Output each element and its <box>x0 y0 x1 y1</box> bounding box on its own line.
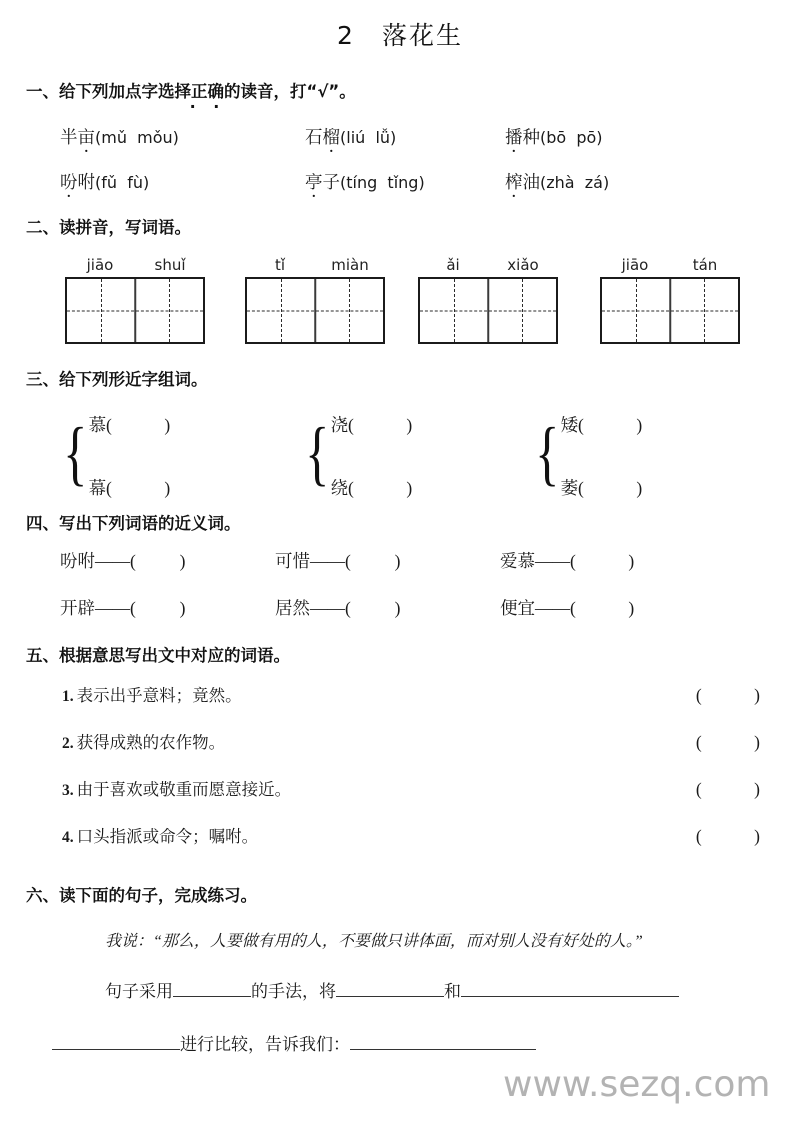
blank-underline[interactable] <box>336 978 444 997</box>
writing-grid-group <box>600 256 740 344</box>
pair-rows <box>89 410 171 500</box>
answer-parentheses[interactable]: ( ) <box>695 779 760 799</box>
quoted-sentence: 我说：“那么，人要做有用的人，不要做只讲体面，而对别人没有好处的人。” <box>105 933 643 950</box>
section-1-heading <box>26 78 800 102</box>
section-6-heading: 六、读下面的句子，完成练习。 <box>26 886 257 905</box>
heading-text-pre: 一、给下列加点字选择 <box>26 82 191 101</box>
pair-bottom[interactable]: 绕( ) <box>330 478 413 498</box>
grid-pinyin-1: ǎi <box>446 256 460 274</box>
section-4-body <box>0 548 800 620</box>
pinyin-choice-item[interactable] <box>305 124 505 149</box>
section-6 <box>0 882 800 1055</box>
grid-pinyin-2: xiǎo <box>507 256 539 274</box>
section-5 <box>0 642 800 870</box>
item-text: 口头指派或命令；嘱咐。 <box>76 827 259 846</box>
section-2-body <box>0 256 800 366</box>
pinyin-choice-item[interactable] <box>505 169 705 194</box>
pair-top[interactable]: 矮( ) <box>560 415 643 435</box>
pair-rows <box>331 410 413 500</box>
grid-pinyin-1: tǐ <box>274 256 286 274</box>
pinyin-options[interactable]: (zhà zá) <box>540 173 610 192</box>
grid-dashed-line <box>349 279 350 342</box>
word-emphasized: 榴 <box>322 127 340 147</box>
pinyin-options[interactable]: (liú lǚ) <box>340 128 397 147</box>
section-3-body <box>0 410 800 510</box>
pinyin-options[interactable]: (tíng tǐng) <box>340 173 425 192</box>
meaning-item <box>62 823 760 870</box>
blank-underline[interactable] <box>52 1031 180 1050</box>
pinyin-choice-item[interactable] <box>505 124 705 149</box>
blank-underline[interactable] <box>350 1031 536 1050</box>
grid-dashed-line <box>704 279 705 342</box>
grid-pinyin-2: shuǐ <box>154 256 186 274</box>
fill-text-d: 进行比较，告诉我们： <box>180 1035 350 1054</box>
word-emphasized: 播 <box>505 127 523 147</box>
curly-brace-icon: { <box>63 413 88 493</box>
item-text: 由于喜欢或敬重而愿意接近。 <box>76 780 292 799</box>
section-4-heading: 四、写出下列词语的近义词。 <box>26 514 241 533</box>
pair-top[interactable]: 浇( ) <box>330 415 413 435</box>
section-5-heading: 五、根据意思写出文中对应的词语。 <box>26 646 290 665</box>
similar-character-pair <box>300 410 412 500</box>
curly-brace-icon: { <box>305 413 330 493</box>
item-number: 4. <box>62 829 74 846</box>
word-emphasized: 亩 <box>77 127 95 147</box>
blank-underline[interactable] <box>461 978 679 997</box>
grid-pinyin-2: tán <box>692 256 718 274</box>
section-1 <box>0 78 800 194</box>
grid-pinyin-1: jiāo <box>86 256 114 274</box>
section-3-heading: 三、给下列形近字组词。 <box>26 370 208 389</box>
word-plain: 子 <box>322 172 340 192</box>
meaning-item <box>62 729 760 776</box>
synonym-item[interactable]: 吩咐——( ) <box>60 551 186 571</box>
answer-parentheses[interactable]: ( ) <box>695 826 760 846</box>
writing-grid-group <box>65 256 205 344</box>
character-writing-box[interactable] <box>65 277 205 344</box>
grid-pinyin-labels <box>65 256 205 274</box>
character-writing-box[interactable] <box>418 277 558 344</box>
pinyin-choice-row <box>60 169 800 194</box>
word-emphasized: 亭 <box>305 172 323 192</box>
pair-top[interactable]: 慕( ) <box>88 415 171 435</box>
word-plain: 咐 <box>77 172 95 192</box>
pinyin-choice-item[interactable] <box>60 169 305 194</box>
blank-underline[interactable] <box>173 978 251 997</box>
grid-dashed-line <box>281 279 282 342</box>
grid-dashed-line <box>169 279 170 342</box>
section-6-body <box>0 928 800 1055</box>
word-plain: 半 <box>60 127 78 147</box>
answer-parentheses[interactable]: ( ) <box>695 685 760 705</box>
fill-text-c: 和 <box>444 982 461 1001</box>
writing-grid-group <box>245 256 385 344</box>
grid-dashed-line <box>454 279 455 342</box>
character-writing-box[interactable] <box>245 277 385 344</box>
similar-character-pair <box>530 410 642 500</box>
section-5-body <box>0 682 800 870</box>
synonym-row <box>60 595 800 620</box>
section-2-heading: 二、读拼音，写词语。 <box>26 218 191 237</box>
character-writing-box[interactable] <box>600 277 740 344</box>
synonym-item[interactable]: 爱慕——( ) <box>500 551 635 571</box>
pinyin-choice-item[interactable] <box>305 169 505 194</box>
fill-blank-line-2 <box>52 1030 800 1055</box>
meaning-item <box>62 682 760 729</box>
item-number: 2. <box>62 735 74 752</box>
item-number: 3. <box>62 782 74 799</box>
word-emphasized: 吩 <box>60 172 78 192</box>
item-number: 1. <box>62 688 74 705</box>
grid-dashed-line <box>636 279 637 342</box>
synonym-item[interactable]: 开辟——( ) <box>60 598 186 618</box>
pinyin-choice-item[interactable] <box>60 124 305 149</box>
item-text: 获得成熟的农作物。 <box>76 733 226 752</box>
word-plain: 石 <box>305 127 323 147</box>
grid-dashed-line <box>522 279 523 342</box>
page-title: 2 落花生 <box>337 21 463 50</box>
synonym-item[interactable]: 居然——( ) <box>275 598 401 618</box>
word-plain: 种 <box>522 127 540 147</box>
fill-blank-line-1 <box>105 977 800 1002</box>
grid-pinyin-1: jiāo <box>621 256 649 274</box>
pair-rows <box>561 410 643 500</box>
synonym-item[interactable]: 便宜——( ) <box>500 598 635 618</box>
pinyin-options[interactable]: (fǔ fù) <box>95 173 150 192</box>
synonym-row <box>60 548 800 573</box>
similar-character-pair <box>58 410 170 500</box>
word-emphasized: 榨 <box>505 172 523 192</box>
pinyin-options[interactable]: (mǔ mǒu) <box>95 128 179 147</box>
section-2 <box>0 214 800 366</box>
meaning-item <box>62 776 760 823</box>
pair-bottom[interactable]: 萎( ) <box>560 478 643 498</box>
heading-text-post: 的读音，打“√”。 <box>224 82 356 101</box>
heading-text-dotted: 正确 · · <box>191 78 224 102</box>
grid-pinyin-2: miàn <box>331 256 369 274</box>
word-plain: 油 <box>522 172 540 192</box>
grid-pinyin-labels <box>600 256 740 274</box>
site-watermark: www.sezq.com <box>503 1064 771 1105</box>
writing-grid-group <box>418 256 558 344</box>
section-3 <box>0 366 800 510</box>
section-4 <box>0 510 800 620</box>
grid-dashed-line <box>101 279 102 342</box>
answer-parentheses[interactable]: ( ) <box>695 732 760 752</box>
synonym-item[interactable]: 可惜——( ) <box>275 551 401 571</box>
pinyin-options[interactable]: (bō pō) <box>540 128 603 147</box>
fill-text-b: 的手法，将 <box>251 982 336 1001</box>
pinyin-choice-row <box>60 124 800 149</box>
grid-pinyin-labels <box>245 256 385 274</box>
pair-bottom[interactable]: 幕( ) <box>88 478 171 498</box>
curly-brace-icon: { <box>535 413 560 493</box>
section-1-body <box>0 124 800 194</box>
fill-text-a: 句子采用 <box>105 982 173 1001</box>
grid-pinyin-labels <box>418 256 558 274</box>
item-text: 表示出乎意料；竟然。 <box>76 686 242 705</box>
